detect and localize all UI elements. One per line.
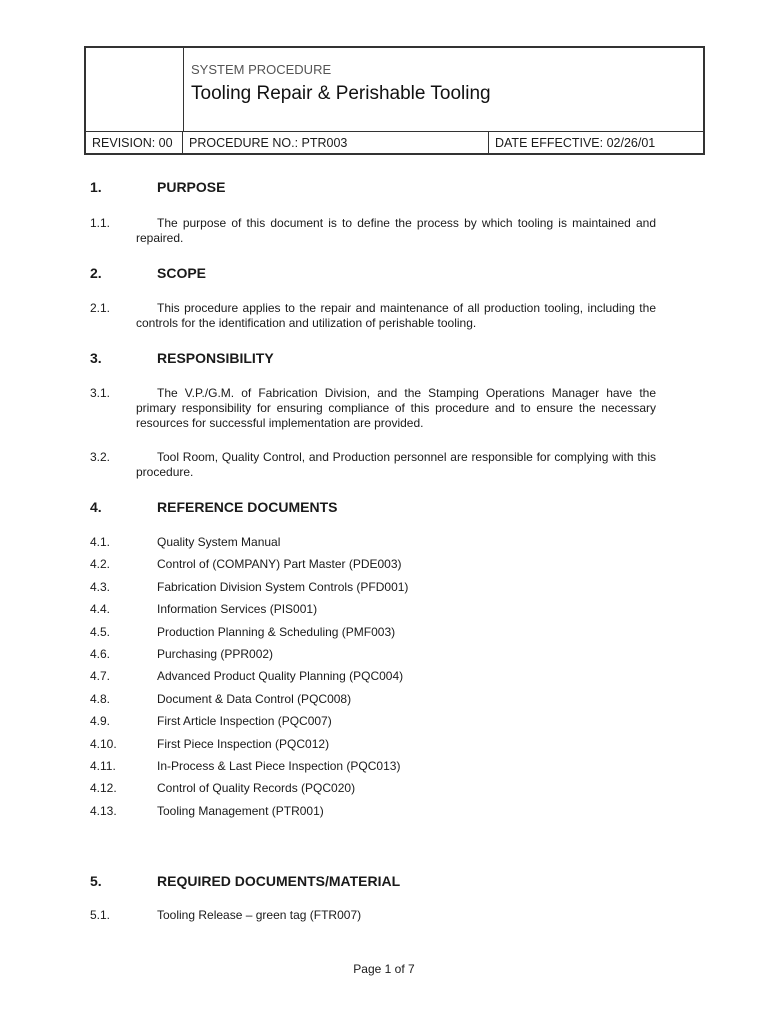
section-heading-responsibility: 3. RESPONSIBILITY [90, 350, 274, 366]
procedure-header [84, 46, 705, 155]
section-heading-references: 4. REFERENCE DOCUMENTS [90, 499, 338, 515]
reference-item: 4.6. Purchasing (PPR002) [90, 647, 274, 661]
logo-cell [86, 48, 184, 131]
reference-item: 4.11. In-Process & Last Piece Inspection (PQC013) [90, 759, 401, 773]
procedure-number-cell: PROCEDURE NO.: PTR003 [183, 132, 489, 154]
reference-item: 4.3. Fabrication Division System Controls (PFD001) [90, 580, 409, 594]
reference-item: 4.9. First Article Inspection (PQC007) [90, 714, 332, 728]
paragraph-3-1: 3.1. The V.P./G.M. of Fabrication Division, and the Stamping Operations Manager have the primary responsibility for ensuring compliance of this procedure and to ensure the necessary resources for successful implementation are provided. [90, 386, 656, 430]
reference-item: 4.1. Quality System Manual [90, 535, 281, 549]
reference-item: 4.10. First Piece Inspection (PQC012) [90, 737, 330, 751]
reference-item: 4.7. Advanced Product Quality Planning (PQC004) [90, 669, 404, 683]
reference-item: 4.2. Control of (COMPANY) Part Master (PDE003) [90, 557, 402, 571]
section-heading-scope: 2. SCOPE [90, 265, 207, 281]
document-title: Tooling Repair & Perishable Tooling [191, 83, 491, 104]
reference-item: 4.13. Tooling Management (PTR001) [90, 804, 324, 818]
reference-item: 4.12. Control of Quality Records (PQC020) [90, 781, 356, 795]
revision-cell: REVISION: 00 [86, 132, 183, 154]
reference-item: 4.4. Information Services (PIS001) [90, 602, 318, 616]
page-number: Page 1 of 7 [353, 962, 415, 976]
paragraph-1-1: 1.1. The purpose of this document is to define the process by which tooling is maintained and repaired. [90, 216, 656, 245]
section-heading-required: 5. REQUIRED DOCUMENTS/MATERIAL [90, 873, 401, 889]
required-item: 5.1. Tooling Release – green tag (FTR007) [90, 908, 362, 922]
paragraph-3-2: 3.2. Tool Room, Quality Control, and Production personnel are responsible for complying with this procedure. [90, 450, 656, 479]
date-effective-cell: DATE EFFECTIVE: 02/26/01 [495, 136, 656, 150]
paragraph-2-1: 2.1. This procedure applies to the repair and maintenance of all production tooling, including the controls for the identification and utilization of perishable tooling. [90, 301, 656, 330]
header-info-row [86, 131, 703, 154]
system-procedure-label: SYSTEM PROCEDURE [191, 62, 332, 77]
reference-item: 4.5. Production Planning & Scheduling (PMF003) [90, 625, 396, 639]
section-heading-purpose: 1. PURPOSE [90, 179, 226, 195]
reference-item: 4.8. Document & Data Control (PQC008) [90, 692, 352, 706]
